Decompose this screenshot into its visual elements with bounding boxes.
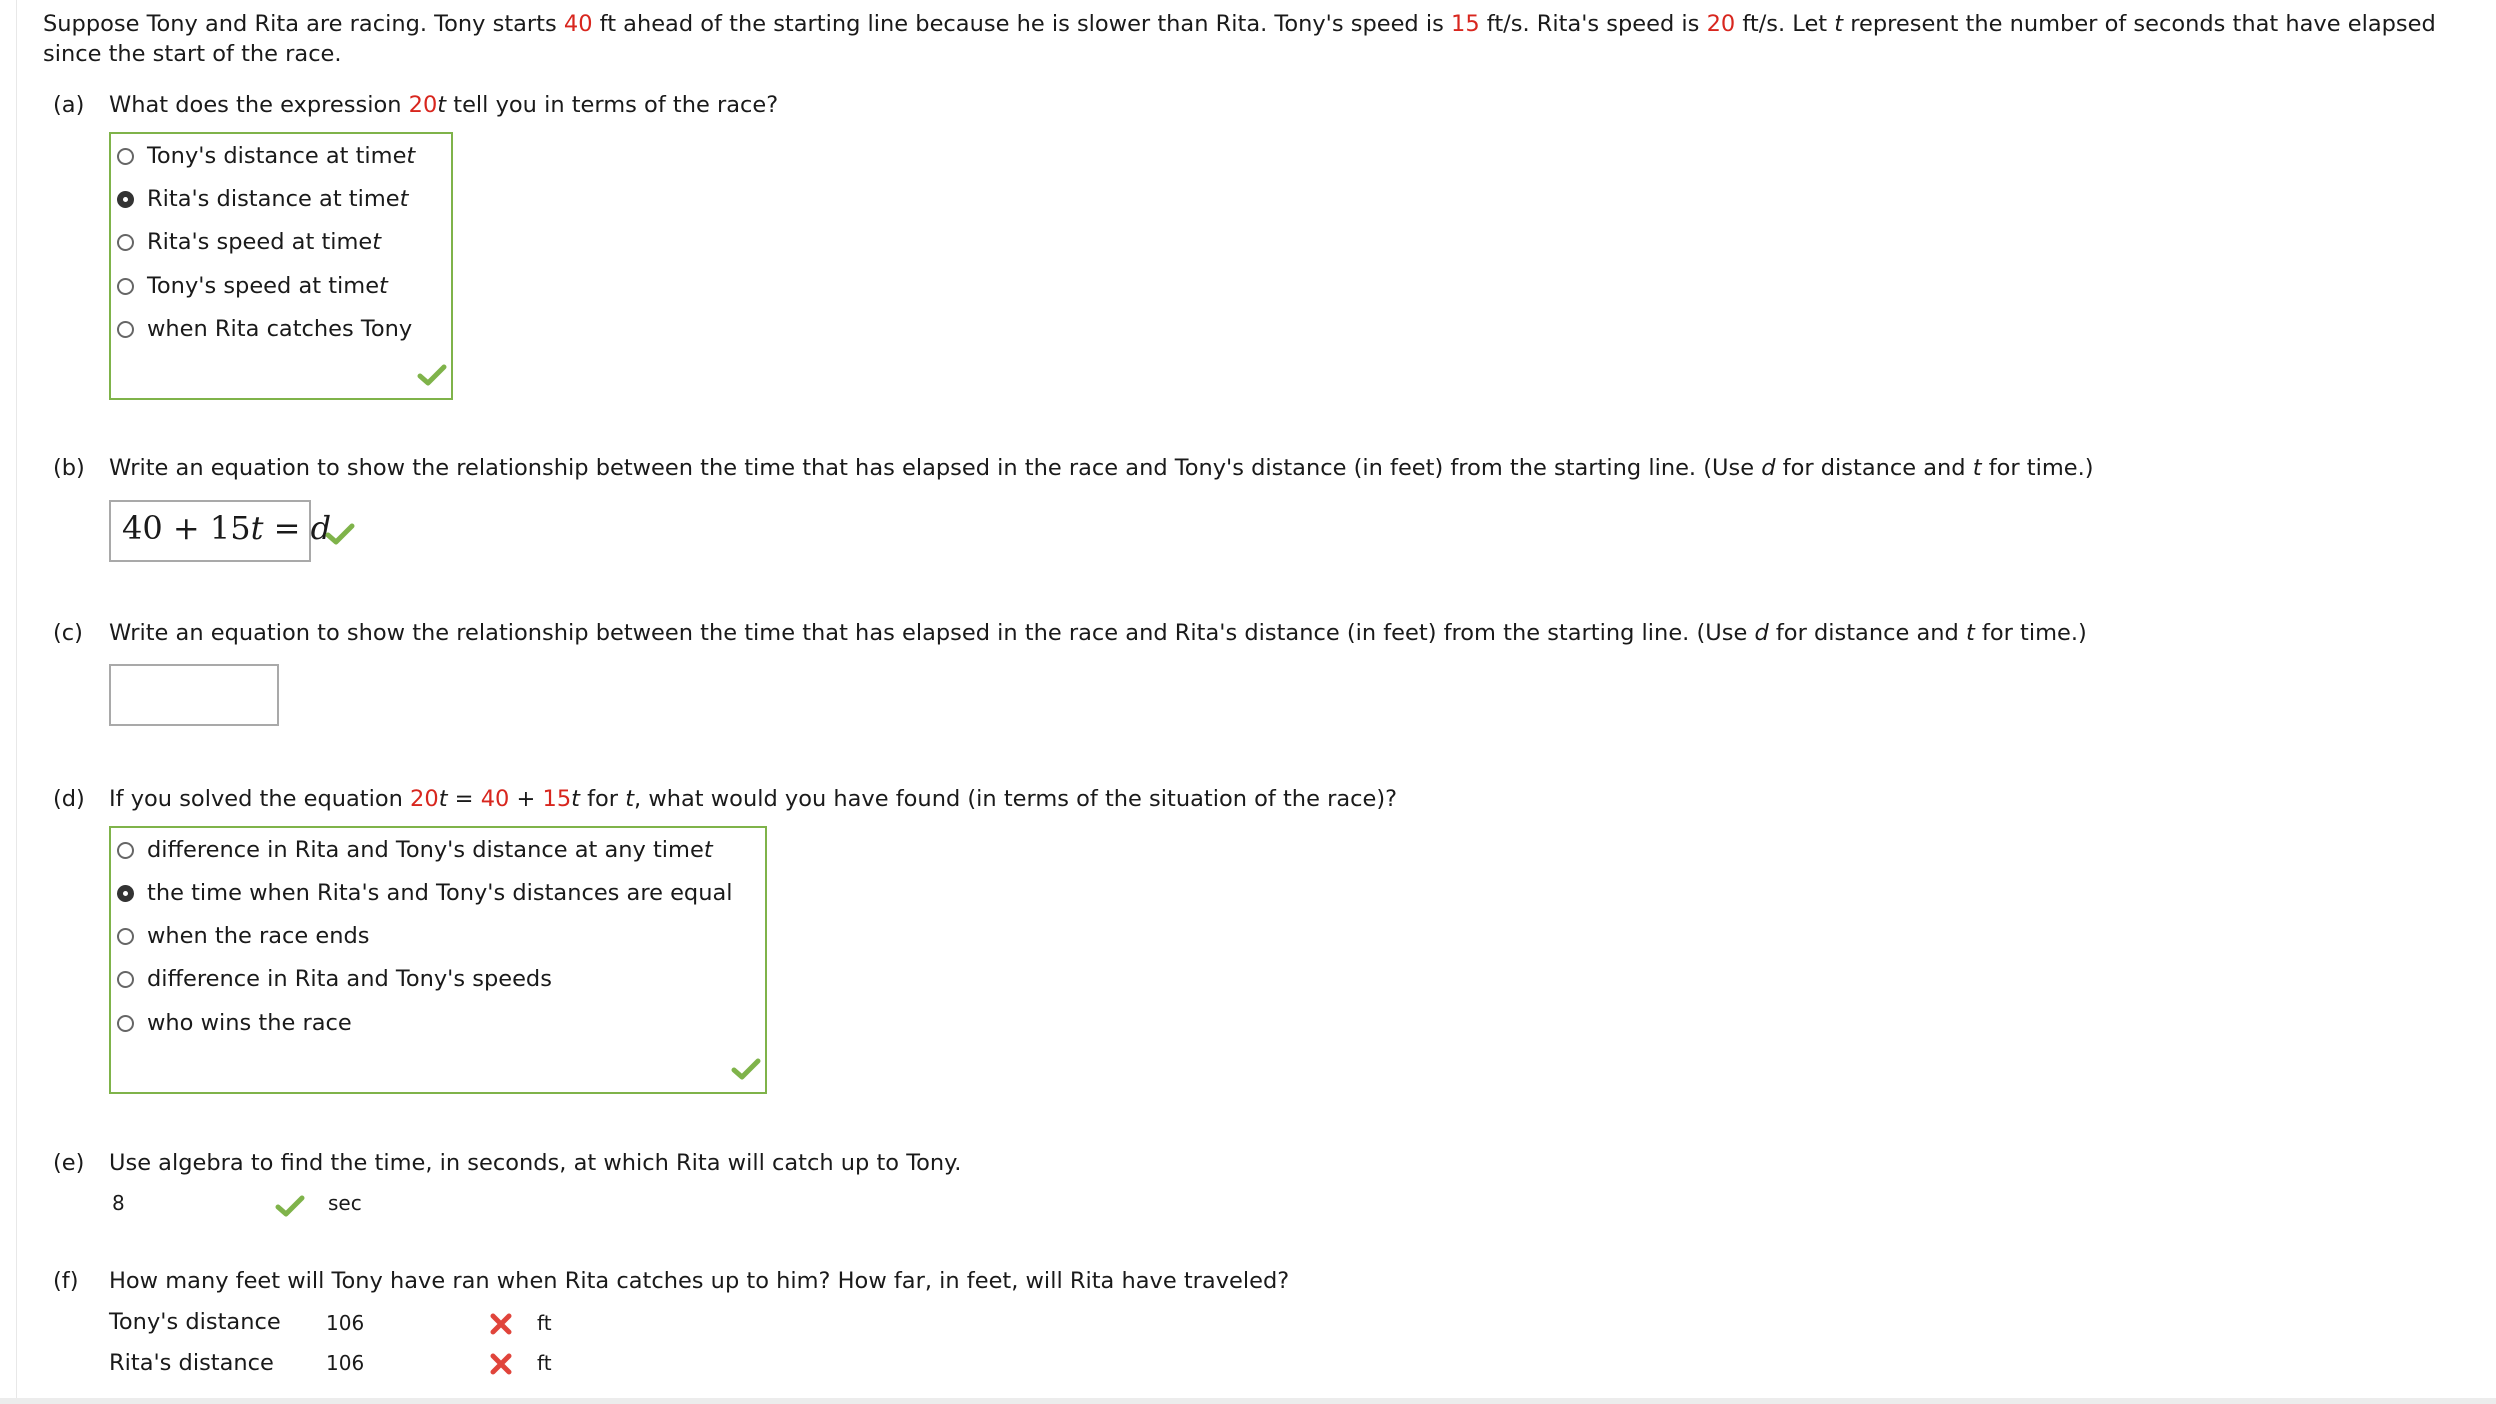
part-b-question: Write an equation to show the relationship between the time that has elapsed in the race and Tony's distance (in feet) from the starting line. (Use d for distance and t for time.) [109, 455, 2094, 481]
rita-distance-label: Rita's distance [109, 1350, 274, 1376]
part-d-choices-box [109, 826, 767, 1094]
radio-button[interactable] [117, 842, 134, 859]
part-f-label: (f) [53, 1268, 79, 1294]
radio-button-selected[interactable] [117, 885, 134, 902]
part-b-label: (b) [53, 455, 85, 481]
option-tony-distance[interactable]: Tony's distance at time t [117, 141, 415, 171]
part-e-label: (e) [53, 1150, 85, 1176]
rita-distance-answer[interactable]: 106 [326, 1351, 365, 1375]
given-number: 40 [563, 11, 593, 37]
option-distances-equal[interactable]: the time when Rita's and Tony's distances are equal [117, 878, 733, 908]
part-d-label: (d) [53, 786, 85, 812]
radio-button[interactable] [117, 278, 134, 295]
radio-button[interactable] [117, 148, 134, 165]
radio-button[interactable] [117, 1015, 134, 1032]
part-a-question: What does the expression 20t tell you in terms of the race? [109, 92, 779, 118]
radio-button[interactable] [117, 234, 134, 251]
radio-button[interactable] [117, 971, 134, 988]
given-number: 20 [1706, 11, 1736, 37]
radio-button-selected[interactable] [117, 191, 134, 208]
checkmark-icon [417, 363, 447, 387]
option-tony-speed[interactable]: Tony's speed at time t [117, 271, 388, 301]
checkmark-icon [275, 1194, 305, 1218]
part-c-answer-field[interactable] [109, 664, 279, 726]
part-e-question: Use algebra to find the time, in seconds, at which Rita will catch up to Tony. [109, 1150, 962, 1176]
option-rita-speed[interactable]: Rita's speed at time t [117, 227, 381, 257]
checkmark-icon [325, 522, 355, 546]
option-who-wins[interactable]: who wins the race [117, 1008, 352, 1038]
part-c-question: Write an equation to show the relationship between the time that has elapsed in the race and Rita's distance (in feet) from the starting line. (Use d for distance and t for time.) [109, 620, 2087, 646]
option-rita-catches-tony[interactable]: when Rita catches Tony [117, 314, 412, 344]
given-number: 15 [1451, 11, 1480, 37]
rita-distance-unit: ft [537, 1351, 552, 1375]
part-c-label: (c) [53, 620, 83, 646]
part-b-answer-field[interactable] [109, 500, 332, 562]
tony-distance-answer[interactable]: 106 [326, 1311, 365, 1335]
part-f-question: How many feet will Tony have ran when Rita catches up to him? How far, in feet, will Rita have traveled? [109, 1268, 1290, 1294]
part-a-choices-box [109, 132, 453, 400]
checkmark-icon [731, 1057, 761, 1081]
part-e-unit: sec [328, 1191, 362, 1215]
question-page [16, 0, 2496, 1404]
tony-distance-unit: ft [537, 1311, 552, 1335]
radio-button[interactable] [117, 321, 134, 338]
part-d-question: If you solved the equation 20t = 40 + 15t for t, what would you have found (in terms of the situation of the race)? [109, 786, 1398, 812]
option-speed-difference[interactable]: difference in Rita and Tony's speeds [117, 964, 552, 994]
tony-distance-label: Tony's distance [109, 1309, 281, 1335]
radio-button[interactable] [117, 928, 134, 945]
option-distance-difference[interactable]: difference in Rita and Tony's distance at any time t [117, 835, 713, 865]
bottom-scroll-edge [0, 1398, 2496, 1404]
part-e-answer-value[interactable]: 8 [112, 1191, 125, 1215]
incorrect-x-icon [490, 1313, 512, 1335]
part-a-label: (a) [53, 92, 85, 118]
part-b-answer-value: 40 + 15t = d [122, 509, 332, 547]
option-race-ends[interactable]: when the race ends [117, 921, 370, 951]
incorrect-x-icon [490, 1353, 512, 1375]
option-rita-distance[interactable]: Rita's distance at time t [117, 184, 408, 214]
problem-statement: Suppose Tony and Rita are racing. Tony starts 40 ft ahead of the starting line because he is slower than Rita. Tony's speed is 15 ft/s. Rita's speed is 20 ft/s. Let t represent the number of seconds that have elapsed since the start of the race. [43, 11, 2436, 67]
